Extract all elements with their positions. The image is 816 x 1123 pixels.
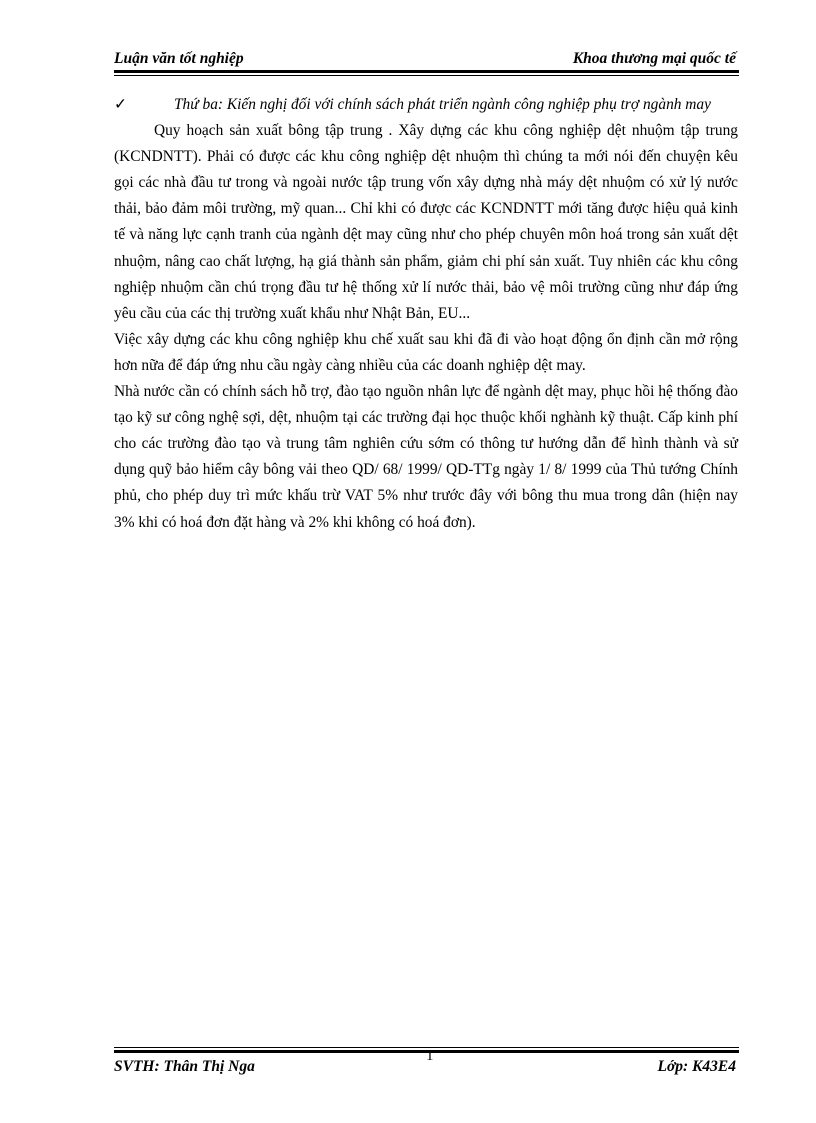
header-rule-thin xyxy=(114,75,739,76)
page-number: 1 xyxy=(426,1048,434,1064)
section-subheading xyxy=(114,92,738,118)
header-faculty: Khoa thương mại quốc tế xyxy=(572,50,736,67)
paragraph-3: Nhà nước cần có chính sách hỗ trợ, đào tạo nguồn nhân lực để ngành dệt may, phục hồi hệ thống đào tạo kỹ sư công nghệ sợi, dệt, nhuộm tại các trường đại học thuộc khối nghành kỹ thuật. Cấp kinh phí cho các trường đào tạo và trung tâm nghiên cứu sớm có thông tư hướng dẫn để hình thành và sử dụng quỹ bảo hiểm cây bông vải theo QD/ 68/ 1999/ QD-TTg ngày 1/ 8/ 1999 của Thủ tướng Chính phủ, cho phép duy trì mức khấu trừ VAT 5% như trước đây với bông thu mua trong dân (hiện nay 3% khi có hoá đơn đặt hàng và 2% khi không có hoá đơn). xyxy=(114,383,738,531)
page-footer xyxy=(114,1048,736,1078)
page-header xyxy=(114,48,736,70)
paragraph-2: Việc xây dựng các khu công nghiệp khu chế xuất sau khi đã đi vào hoạt động ổn định cần mở rộng hơn nữa để đáp ứng nhu cầu ngày càng nhiều của các doanh nghiệp dệt may. xyxy=(114,330,738,374)
checkmark-icon: ✓ xyxy=(114,96,127,113)
subheading-text: Thứ ba: Kiến nghị đối với chính sách phát triển ngành công nghiệp phụ trợ ngành may xyxy=(174,96,711,113)
body-content xyxy=(114,92,738,536)
footer-class: Lớp: K43E4 xyxy=(657,1058,736,1075)
paragraph-1: Quy hoạch sản xuất bông tập trung . Xây dựng các khu công nghiệp dệt nhuộm tập trung (KCNDNTT). Phải có được các khu công nghiệp dệt nhuộm thì chúng ta mới nói đến chuyện kêu gọi các nhà đầu tư trong và ngoài nước tập trung vốn xây dựng nhà máy dệt nhuộm có xử lý nước thải, bảo đảm môi trường, mỹ quan... Chỉ khi có được các KCNDNTT mới tăng được hiệu quả kinh tế và năng lực cạnh tranh của ngành dệt may cũng như cho phép chuyên môn hoá trong sản xuất dệt nhuộm, nâng cao chất lượng, hạ giá thành sản phẩm, giảm chi phí sản xuất. Tuy nhiên các khu công nghiệp nhuộm cần chú trọng đầu tư hệ thống xử lí nước thải, bảo vệ môi trường cũng như đáp ứng yêu cầu của các thị trường xuất khẩu như Nhật Bản, EU... xyxy=(114,122,738,322)
header-rule-thick xyxy=(114,70,739,73)
header-thesis-title: Luận văn tốt nghiệp xyxy=(114,50,244,67)
footer-student-name: SVTH: Thân Thị Nga xyxy=(114,1058,255,1075)
